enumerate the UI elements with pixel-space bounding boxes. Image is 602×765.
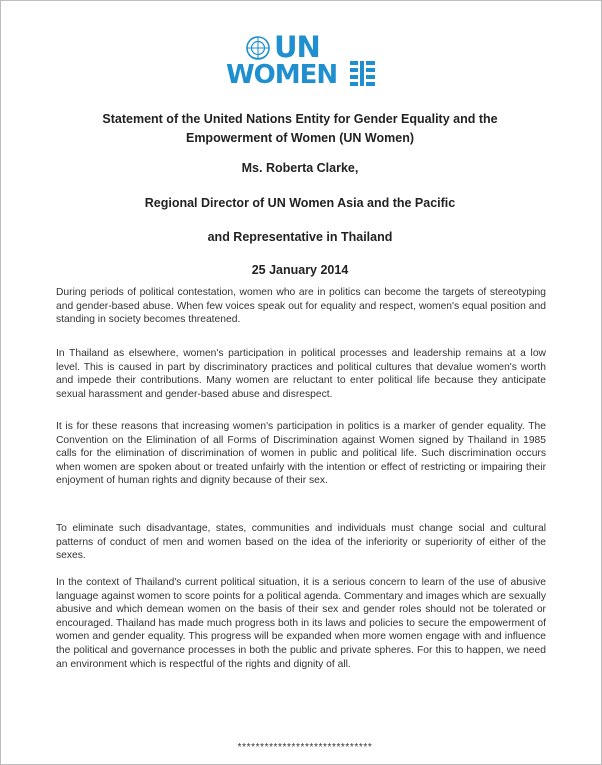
paragraph-5: In the context of Thailand's current political situation, it is a serious concern to learn of the use of abusive language against women to score points for a political agenda. Commentary and images which are sexually abusive and which demean women on the basis of their sex and gender roles should not be tolerated or encouraged. Thailand has made much progress both in its laws and policies to secure the empowerment of women and gender equality. This progress will be expanded when more women engage with and influence the political and governance processes in both the public and private spheres. For this to happen, we need an environment which is respectful of the rights and dignity of all. [56, 577, 546, 670]
paragraph-2: In Thailand as elsewhere, women's participation in political processes and leadership remains at a low level. This is caused in part by discriminatory practices and political cultures that devalue women's worth and impede their contributions. Many women are reluctant to enter political life because they anticipate sexual harassment and gender-based abuse and disrespect. [56, 348, 546, 400]
paragraph-4: To eliminate such disadvantage, states, communities and individuals must change social and cultural patterns of conduct of men and women based on the idea of the inferiority or superiority of either of the sexes. [56, 523, 546, 562]
paragraph-3: It is for these reasons that increasing women's participation in politics is a marker of gender equality. The Convention on the Elimination of all Forms of Discrimination against Women signed by Thailand in 1985 calls for the elimination of discrimination of women in public and political life. Such discrimination occurs when women are spoken about or treated unfairly with the intention or effect of restricting or impairing their enjoyment of human rights and dignity because of their sex. [56, 421, 546, 487]
un-women-bars-icon [350, 60, 376, 86]
statement-date: 25 January 2014 [251, 263, 349, 277]
paragraph-1: During periods of political contestation, women who are in politics can become the targets of stereotyping and gender-based abuse. When few voices speak out for equality and respect, women's equal position and standing in society becomes threatened. [56, 287, 546, 326]
speaker-name: Ms. Roberta Clarke, [241, 161, 359, 175]
un-women-logo [221, 32, 381, 88]
speaker-role-line2: and Representative in Thailand [207, 230, 393, 244]
closing-separator: ****************************** [237, 742, 373, 753]
statement-title-line1: Statement of the United Nations Entity for Gender Equality and the [102, 112, 498, 126]
logo-text-women: WOMEN [226, 60, 338, 90]
un-emblem-icon [245, 35, 271, 61]
logo-text-un: UN [274, 30, 320, 64]
speaker-role-line1: Regional Director of UN Women Asia and the Pacific [144, 196, 456, 210]
statement-title-line2: Empowerment of Women (UN Women) [185, 131, 414, 145]
